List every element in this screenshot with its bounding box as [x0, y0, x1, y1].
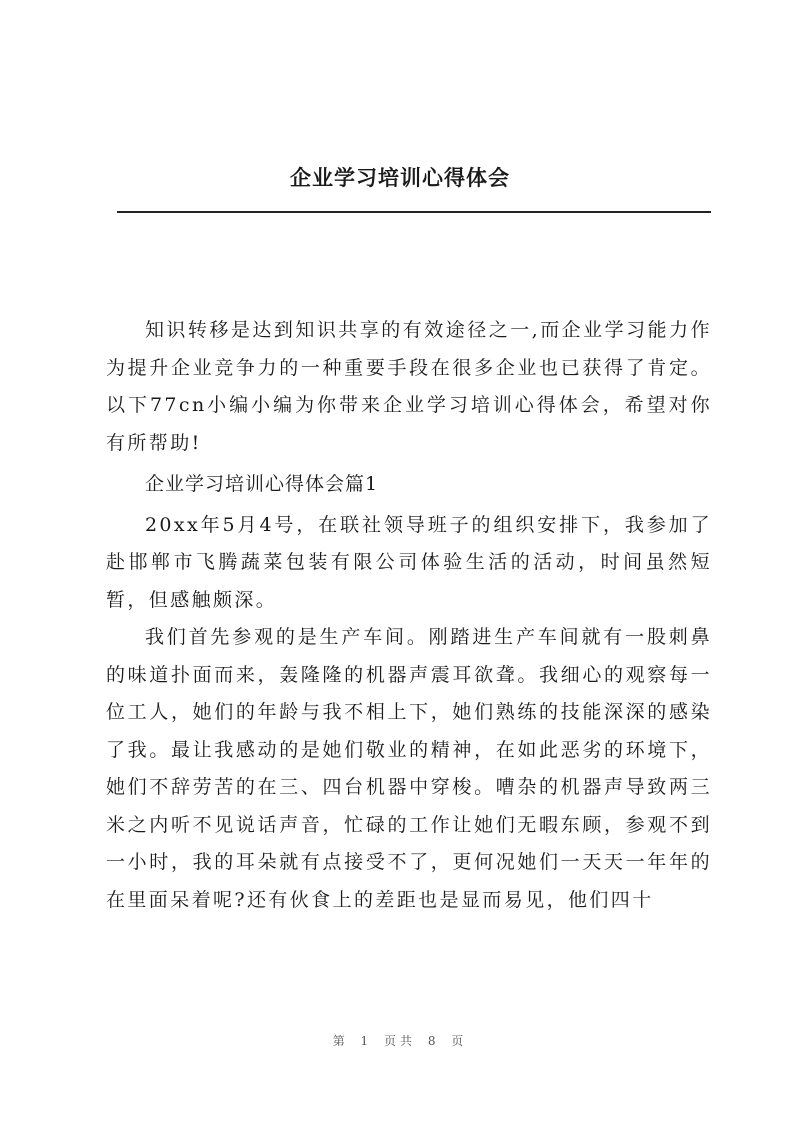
- body-paragraph-2: 我们首先参观的是生产车间。刚踏进生产车间就有一股刺鼻的味道扑面而来，轰隆隆的机器声震耳欲聋。我细心的观察每一位工人，她们的年龄与我不相上下，她们熟练的技能深深的感染了我。最让我感动的是她们敬业的精神，在如此恶劣的环境下，她们不辞劳苦的在三、四台机器中穿梭。嘈杂的机器声导致两三米之内听不见说话声音，忙碌的工作让她们无暇东顾，参观不到一小时，我的耳朵就有点接受不了，更何况她们一天天一年年的在里面呆着呢?还有伙食上的差距也是显而易见，他们四十: [106, 626, 712, 911]
- intro-paragraph: 知识转移是达到知识共享的有效途径之一,而企业学习能力作为提升企业竞争力的一种重要手段在很多企业也已获得了肯定。以下77cn小编小编为你带来企业学习培训心得体会，希望对你有所帮助!: [106, 319, 712, 454]
- page-number-footer: 第 1 页共 8 页: [332, 1034, 468, 1048]
- document-title: 企业学习培训心得体会: [290, 165, 510, 190]
- section-heading: 企业学习培训心得体会篇1: [144, 473, 379, 495]
- title-underline: [117, 211, 711, 213]
- document-body: [106, 312, 712, 919]
- body-paragraph-1: 20xx年5月4号，在联社领导班子的组织安排下，我参加了赴邯郸市飞腾蔬菜包装有限公司体验生活的活动，时间虽然短暂，但感触颇深。: [106, 513, 712, 611]
